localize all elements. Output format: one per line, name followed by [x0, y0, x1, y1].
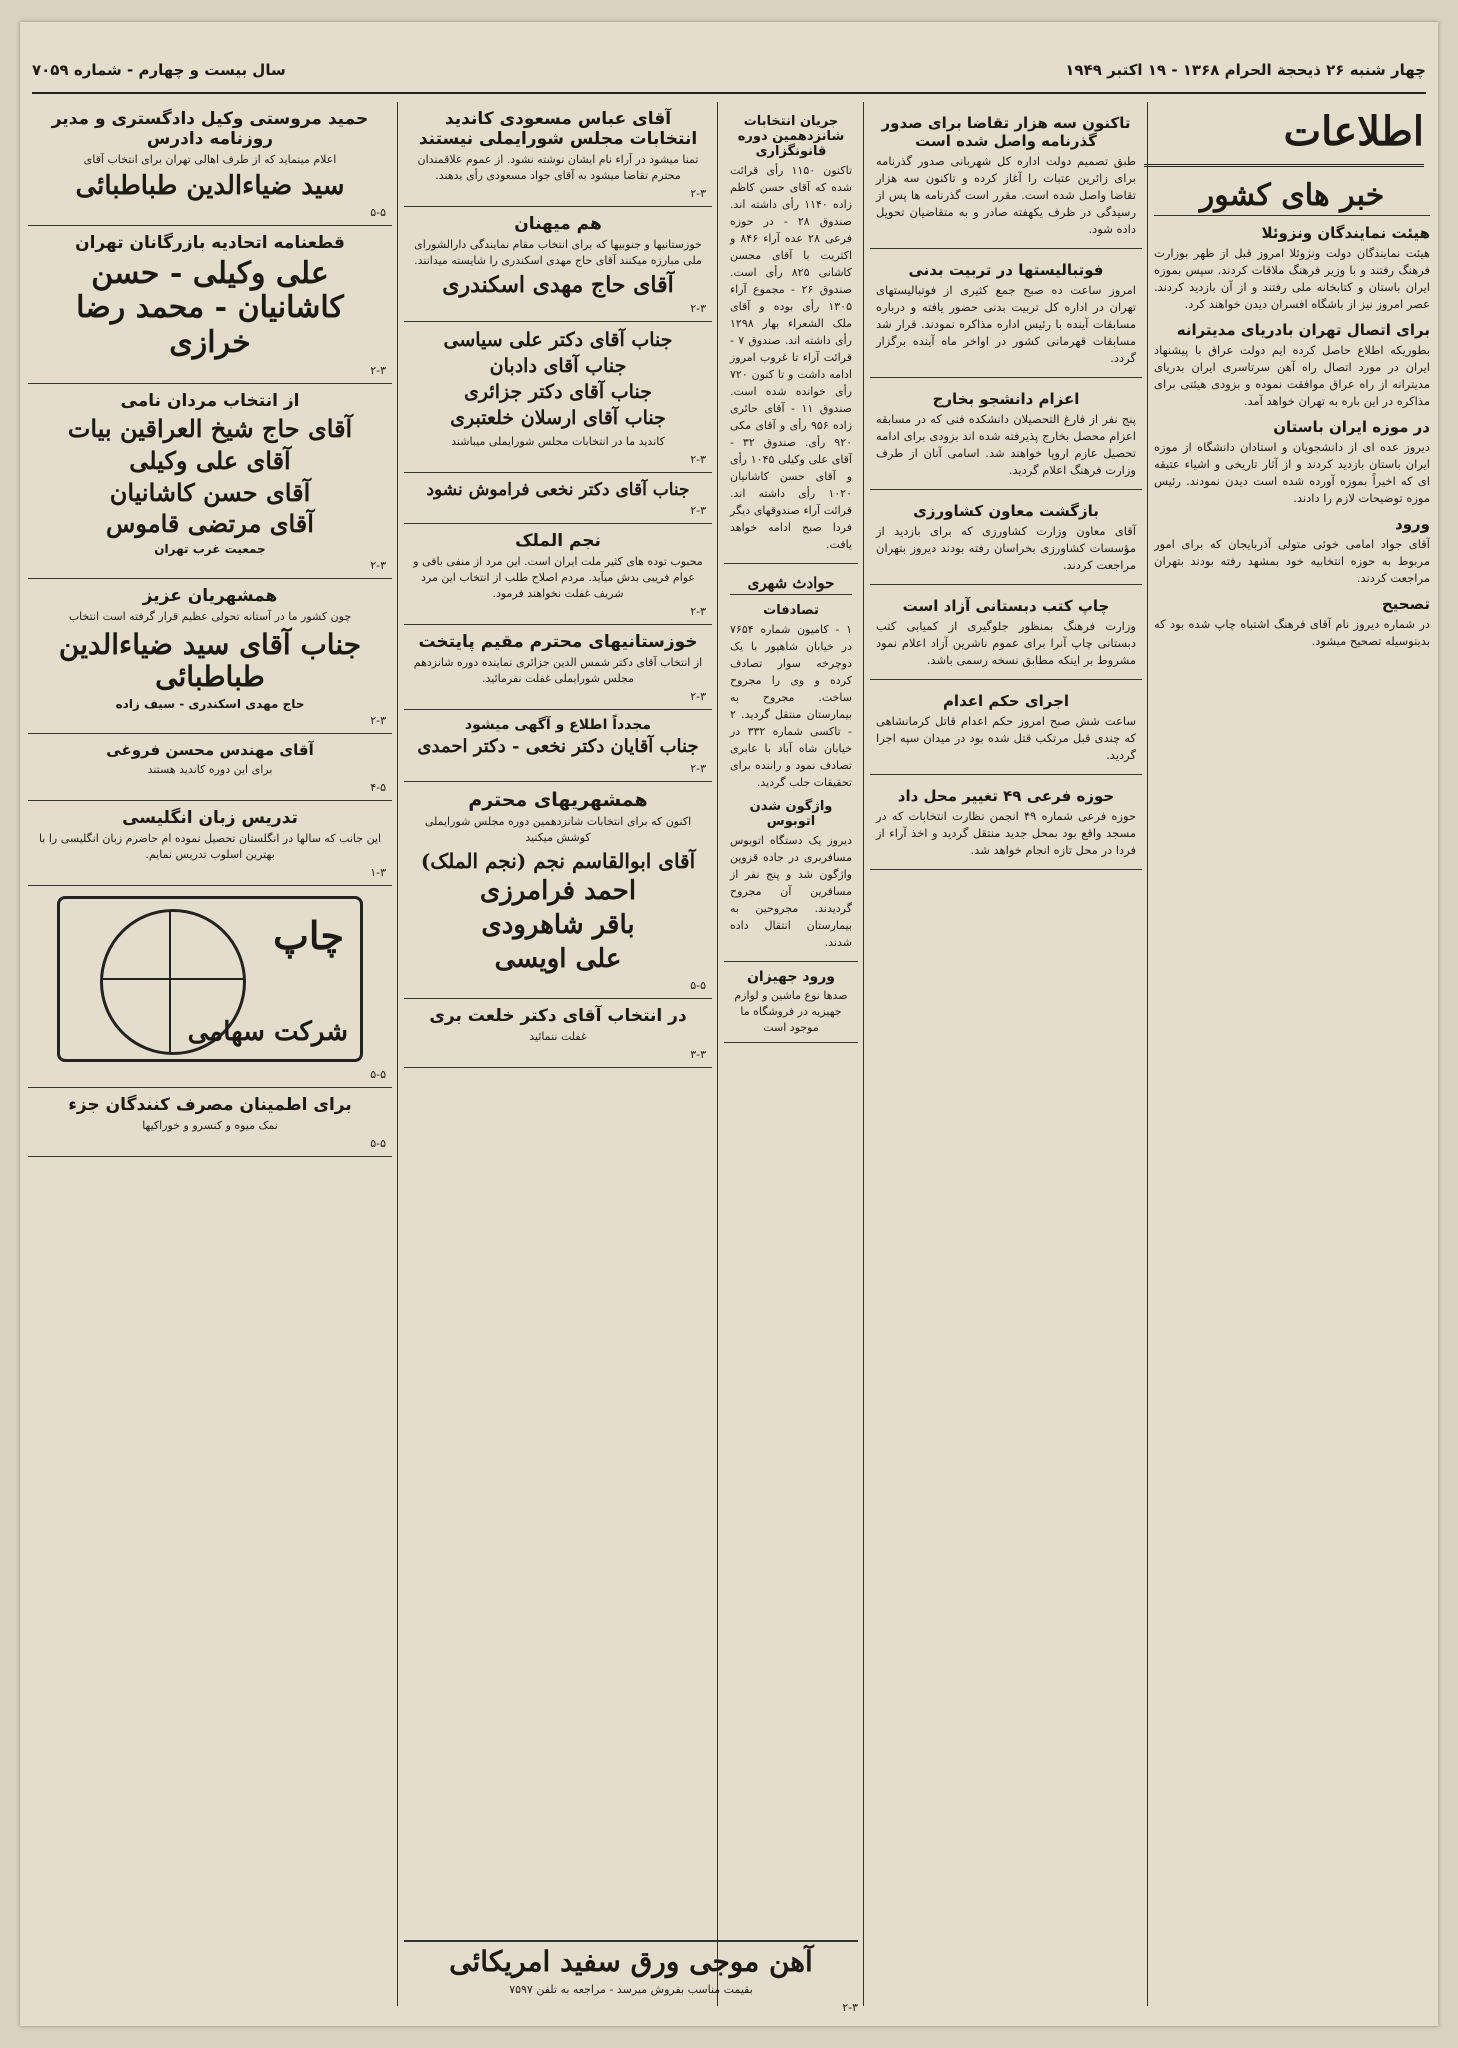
article-title: چاپ کتب دبستانی آزاد است [902, 597, 1110, 615]
article [1154, 321, 1430, 410]
article [870, 490, 1142, 585]
article-title: برای اتصال تهران بادریای مدیترانه [1176, 321, 1430, 339]
ad-body: محبوب توده های کثیر ملت ایران است. این مرد از منفی بافی و عوام فریبی بدش میآید. مردم اصلاح طلب از انتخاب این مرد شریف غفلت نخواهند فرمود. [413, 555, 703, 601]
ad-code-value: ۲-۳ [370, 558, 386, 572]
logo-word: چاپ [273, 913, 344, 959]
article-body: در شماره دیروز نام آقای فرهنگ اشتباه چاپ شده بود که بدینوسیله تصحیح میشود. [1154, 617, 1430, 648]
advertisement [404, 625, 712, 710]
ad-code-value: ۲-۳ [690, 302, 706, 316]
ad-code [410, 187, 706, 200]
column-rule [717, 102, 718, 2006]
ad-code [34, 781, 386, 794]
ad-line: جناب آقای دادبان [489, 355, 627, 378]
sub-title: واژگون شدن اتوبوس [749, 799, 833, 829]
ad-code-value: ۲-۳ [690, 761, 706, 775]
ad-code-value: ۲-۳ [690, 690, 706, 704]
ad-code [404, 2001, 858, 2014]
ad-code [34, 364, 386, 377]
advertisement [28, 1088, 392, 1157]
ad-code-value: ۲-۳ [842, 2001, 858, 2015]
ad-line: جناب آقای ارسلان خلعتبری [450, 406, 666, 429]
ad-headline: جناب آقای دکتر علی سیاسی [443, 329, 673, 352]
column-rule [1147, 102, 1148, 2006]
ad-code [34, 559, 386, 572]
article [870, 378, 1142, 490]
ad-title: حمید مروستی وکیل دادگستری و مدیر روزنامه دادرس [51, 109, 369, 149]
sub-title: تصادفات [763, 603, 819, 618]
ad-code [410, 1048, 706, 1061]
ad-code [34, 206, 386, 219]
article-title: تاکنون سه هزار تقاضا برای صدور گذرنامه واصل شده است [881, 114, 1131, 150]
box-body: تاکنون ۱۱۵۰ رأی قرائت شده که آقای حسن کاظم زاده ۱۱۴۰ رأی داشته اند. صندوق ۲۸ - در حوزه فرعی ۲۸ عده آراء ۸۴۶ و اکثریت با آقای محسن کاشانی ۸۲۵ رأی است. صندوق ۲۶ - مجموع آراء ۱۳۰۵ رأی بوده و آقای ملک الشعراء بهار ۱۲۹۸ رأی داشته اند. صندوق ۷ - قرائت آراء تا غروب امروز ادامه داشت و تا کنون ۷۲۰ رأی خوانده شده است. صندوق ۱۱ - آقای حائری زاده ۹۵۶ رأی و آقای مکی ۹۲۰ رأی. صندوق ۳۲ - آقای علی وکیلی ۱۰۴۵ رأی و آقای حسن کاشانیان ۱۰۲۰ رأی داشته اند. قرائت آراء صندوقهای دیگر فردا صبح ادامه خواهد یافت. [730, 164, 853, 551]
ad-line: علی اویسی [494, 943, 622, 974]
column-2 [870, 102, 1142, 2006]
column-4 [404, 102, 712, 1932]
ad-headline: علی وکیلی - حسن کاشانیان - محمد رضا خرازی [76, 255, 344, 360]
ad-title: نجم الملک [515, 531, 601, 552]
advertisement [28, 801, 392, 886]
ad-title: برای اطمینان مصرف کنندگان جزء [68, 1095, 352, 1116]
date-line: چهار شنبه ۲۶ ذیحجة الحرام ۱۳۶۸ - ۱۹ اکتبر ۱۹۴۹ [1065, 61, 1426, 79]
newspaper-page [20, 22, 1438, 2026]
ad-title: از انتخاب مردان نامی [120, 391, 300, 412]
advertisement [28, 734, 392, 801]
article-body: دیروز یک دستگاه اتوبوس مسافربری در جاده قزوین واژگون شد و پنج نفر از مسافرین آن مجروح گردیدند. مجروحین به بیمارستان انتقال داده شدند. [730, 834, 852, 949]
ad-headline: آقای حاج مهدی اسکندری [442, 272, 674, 298]
ad-line: احمد فرامرزی [479, 875, 637, 906]
article-title: تصحیح [1381, 595, 1430, 613]
ad-code-value: ۵-۵ [370, 1068, 386, 1082]
article-body: ۱ - کامیون شماره ۷۶۵۴ در خیابان شاهپور با یک دوچرخه سوار تصادف کرده و وی را مجروح ساخت. مجروح به بیمارستان منتقل گردید. ۲ - تاکسی شماره ۳۳۲ در خیابان شاه آباد با عابری تصادف نمود و راننده برای تحقیقات جلب گردید. [730, 623, 852, 789]
article-body: آقای جواد امامی خوئی متولی آذربایجان که برای امور مربوط به حوزه انتخابیه خود بمشهد رفته بودند بتهران مراجعت کردند. [1154, 537, 1430, 585]
ad-title: همشهریان عزیز [142, 585, 278, 606]
ad-headline: جناب آقای سید ضیاءالدین طباطبائی [58, 627, 362, 693]
article [1154, 224, 1430, 313]
ad-code [34, 866, 386, 879]
city-news [724, 564, 858, 962]
ad-code-value: ۲-۳ [370, 364, 386, 378]
ad-body: برای این دوره کاندید هستند [147, 763, 273, 777]
ad-line: آقای حسن کاشانیان [109, 477, 311, 507]
advertisement [404, 102, 712, 207]
ad-code-value: ۵-۵ [370, 1137, 386, 1151]
article-title: هیئت نمایندگان ونزوئلا [1261, 224, 1430, 242]
ad-code-value: ۲-۳ [690, 452, 706, 466]
ad-code [410, 605, 706, 618]
election-results [724, 102, 858, 564]
advertisement [404, 473, 712, 525]
masthead: اطلاعات [1144, 100, 1424, 167]
article [870, 585, 1142, 680]
ad-body: اعلام مینماید که از طرف اهالی تهران برای انتخاب آقای [83, 153, 337, 166]
ad-signature: جمعیت غرب تهران [154, 541, 266, 556]
ad-code [410, 302, 706, 315]
ad-code [410, 690, 706, 703]
article-body: آقای معاون وزارت کشاورزی که برای بازدید از مؤسسات کشاورزی بخراسان رفته بودند دیروز بتهران مراجعت کردند. [876, 524, 1136, 572]
article-body: امروز ساعت ده صبح جمع کثیری از فوتبالیستهای تهران در اداره کل تربیت بدنی حضور یافته و درباره مسابقات آینده با رئیس اداره مذاکره نمودند. قرار شد مسابقات قهرمانی کشور در اواخر ماه آینده برگزار گردد. [876, 283, 1136, 365]
article [1154, 418, 1430, 507]
ad-title: قطعنامه اتحادیه بازرگانان تهران [75, 232, 345, 253]
article-title: بازگشت معاون کشاورزی [913, 502, 1099, 520]
article-title: اجرای حکم اعدام [942, 692, 1070, 710]
article-body: دیروز عده ای از دانشجویان و استادان دانشگاه از موزه ایران باستان بازدید کردند و از آثار تاریخی و اشیاء عتیقه ای که اخیراً بموزه آورده شده است دیدن نمودند. رئیس موزه توضیحات لازم را دادند. [1154, 440, 1430, 505]
ad-code-value: ۱-۳ [370, 866, 386, 880]
advertisement [28, 102, 392, 226]
advertisement [28, 226, 392, 385]
ad-line: آقای علی وکیلی [129, 445, 291, 475]
article [870, 775, 1142, 870]
section-title: خبر های کشور [1154, 178, 1430, 216]
ad-signature: حاج مهدی اسکندری - سیف زاده [115, 697, 305, 712]
article-body: حوزه فرعی شماره ۴۹ انجمن نظارت انتخابات که در مسجد واقع بود بمحل جدید منتقل گردید و اخذ آراء از فردا در محل تازه انجام خواهد شد. [876, 809, 1136, 857]
ad-body: نمک میوه و کنسرو و خوراکیها [142, 1119, 278, 1133]
page-header [32, 48, 1426, 94]
article-title: حوزه فرعی ۴۹ تغییر محل داد [897, 787, 1115, 805]
ad-title: هم میهنان [514, 214, 602, 234]
ad-title: خوزستانیهای محترم مقیم پایتخت [418, 632, 698, 653]
ad-title: تدریس زبان انگلیسی [122, 808, 298, 829]
box-title: جریان انتخابات شانزدهمین دوره قانونگزاری [737, 114, 845, 159]
article [1154, 515, 1430, 587]
ad-title: همشهریهای محترم [468, 788, 648, 811]
ad-code [410, 453, 706, 466]
ad-code [34, 1137, 386, 1150]
ad-line: آقای ابوالقاسم نجم (نجم الملک) [420, 848, 696, 873]
ad-title: آقای مهندس محسن فروغی [106, 741, 314, 760]
ad-code [410, 979, 706, 992]
ad-line: باقر شاهرودی [481, 909, 635, 940]
ad-line: آقای حاج شیخ العراقین بیات [67, 414, 353, 444]
ad-body: غفلت ننمائید [529, 1029, 587, 1043]
article-title: ورود [1395, 515, 1430, 533]
ad-body: اکنون که برای انتخابات شانزدهمین دوره مجلس شورایملی کوشش میکنید [424, 814, 692, 844]
advertisement [404, 322, 712, 472]
article-body: طبق تصمیم دولت اداره کل شهربانی صدور گذرنامه برای زائرین عتبات را آغاز کرده و تاکنون سه هزار تقاضا واصل شده است. مقرر است گذرنامه ها پس از رسیدگی در ظرف یکهفته صادر و به متقاضیان تحویل داده شود. [876, 154, 1136, 236]
article [870, 102, 1142, 249]
ad-body: از انتخاب آقای دکتر شمس الدین جزائری نماینده دوره شانزدهم مجلس شورایملی غفلت نفرمائید. [413, 656, 703, 686]
ad-code-value: ۵-۵ [370, 205, 386, 219]
article-body: ساعت شش صبح امروز حکم اعدام قاتل کرمانشاهی که چندی قبل مرتکب قتل شده بود در میدان سپه اجرا گردید. [876, 714, 1136, 762]
ad-code-value: ۳-۳ [690, 1047, 706, 1061]
advertisement [724, 962, 858, 1043]
advertisement [404, 710, 712, 782]
section-title: حوادث شهری [730, 574, 852, 595]
ad-headline: آهن موجی ورق سفید امریکائی [449, 1945, 813, 1978]
column-5 [28, 102, 392, 2006]
ad-headline: سید ضیاءالدین طباطبائی [75, 171, 345, 201]
ad-code-value: ۲-۳ [690, 187, 706, 200]
article-title: فوتبالیستها در تربیت بدنی [908, 261, 1104, 279]
ad-headline: جناب آقای دکتر نخعی فراموش نشود [426, 479, 690, 500]
ad-code [410, 504, 706, 517]
advertisement [404, 524, 712, 625]
article-body: هیئت نمایندگان دولت ونزوئلا امروز قبل از ظهر بوزارت فرهنگ رفتند و با وزیر فرهنگ ملاقات کردند. سپس بموزه ایران باستان و کتابخانه ملی رفتند و از آن بازدید کردند. عصر امروز نیز از باشگاه افسران دیدن خواهند کرد. [1154, 246, 1430, 311]
ad-title: در انتخاب آقای دکتر خلعت بری [429, 1005, 687, 1026]
advertisement [404, 999, 712, 1068]
ad-code-value: ۲-۳ [690, 605, 706, 619]
ad-title: آقای عباس مسعودی کاندید انتخابات مجلس شورایملی نیستند [418, 109, 698, 149]
advertisement [28, 579, 392, 734]
ad-headline: جناب آقایان دکتر نخعی - دکتر احمدی [417, 736, 699, 758]
advertisement [404, 782, 712, 999]
ad-body: خوزستانیها و جنوبیها که برای انتخاب مقام نمایندگی دارالشورای ملی مبارزه میکنند آقای حاج مهدی اسکندری را شایسته میدانند. [414, 238, 702, 267]
ad-line: جناب آقای دکتر جزائری [464, 380, 652, 403]
article [870, 249, 1142, 378]
ad-code [34, 714, 386, 727]
ad-body: این جانب که سالها در انگلستان تحصیل نموده ام حاضرم زبان انگلیسی را با بهترین اسلوب تدریس نمایم. [38, 832, 382, 862]
logo-word: شرکت سهامی [187, 1017, 348, 1048]
advertisement [28, 384, 392, 578]
ad-code [410, 762, 706, 775]
ad-title: ورود جهیزان [746, 969, 836, 985]
ad-body: کاندید ما در انتخابات مجلس شورایملی میباشند [451, 434, 665, 448]
article [1154, 595, 1430, 650]
article [870, 680, 1142, 775]
advertisement [404, 207, 712, 322]
ad-code-value: ۴-۵ [370, 781, 386, 795]
article-title: اعزام دانشجو بخارج [932, 390, 1080, 408]
article-body: وزارت فرهنگ بمنظور جلوگیری از کمیابی کتب دبستانی چاپ آنرا برای عموم ناشرین آزاد اعلام نمود مشروط بر اینکه مطابق نسخه رسمی باشد. [876, 619, 1136, 667]
column-3 [724, 102, 858, 2006]
ad-title: مجدداً اطلاع و آگهی میشود [464, 717, 652, 734]
ad-body: چون کشور ما در آستانه تحولی عظیم قرار گرفته است انتخاب [68, 609, 352, 623]
ad-body: بقیمت مناسب بفروش میرسد - مراجعه به تلفن ۷۵۹۷ [509, 1983, 753, 1997]
column-rule [863, 102, 864, 2006]
article-body: پنج نفر از فارغ التحصیلان دانشکده فنی که در مسابقه اعزام محصل بخارج پذیرفته شده اند بزودی برای ادامه تحصیل عازم اروپا خواهند شد. اسامی آنان از طرف وزارت فرهنگ اعلام گردید. [876, 412, 1136, 477]
ad-code-value: ۵-۵ [690, 978, 706, 992]
ad-code-value: ۲-۳ [370, 714, 386, 728]
issue-line: سال بیست و چهارم - شماره ۷۰۵۹ [32, 61, 286, 79]
ad-line: آقای مرتضی قاموس [106, 509, 314, 539]
article-title: در موزه ایران باستان [1273, 418, 1430, 436]
bottom-advertisement [404, 1940, 858, 2018]
ad-body: تمنا میشود در آراء نام ایشان نوشته نشود. از عموم علاقمندان محترم تقاضا میشود به آقای جواد مسعودی رأی بدهند. [417, 153, 699, 182]
ad-code-value: ۲-۳ [690, 504, 706, 518]
ad-body: صدها نوع ماشین و لوازم جهیزیه در فروشگاه ما موجود است [734, 989, 848, 1034]
column-rule [397, 102, 398, 2006]
advertisement [28, 886, 392, 1088]
ad-code [34, 1068, 386, 1081]
print-house-logo [57, 896, 363, 1062]
column-1 [1154, 172, 1430, 2016]
article-body: بطوریکه اطلاع حاصل کرده ایم دولت عراق با پیشنهاد ایران در مورد اتصال راه آهن سرتاسری ایران بدریای مدیترانه از راه عراق موافقت نموده و بزودی هیئتی برای مذاکره در این باره به تهران خواهد آمد. [1154, 343, 1430, 408]
